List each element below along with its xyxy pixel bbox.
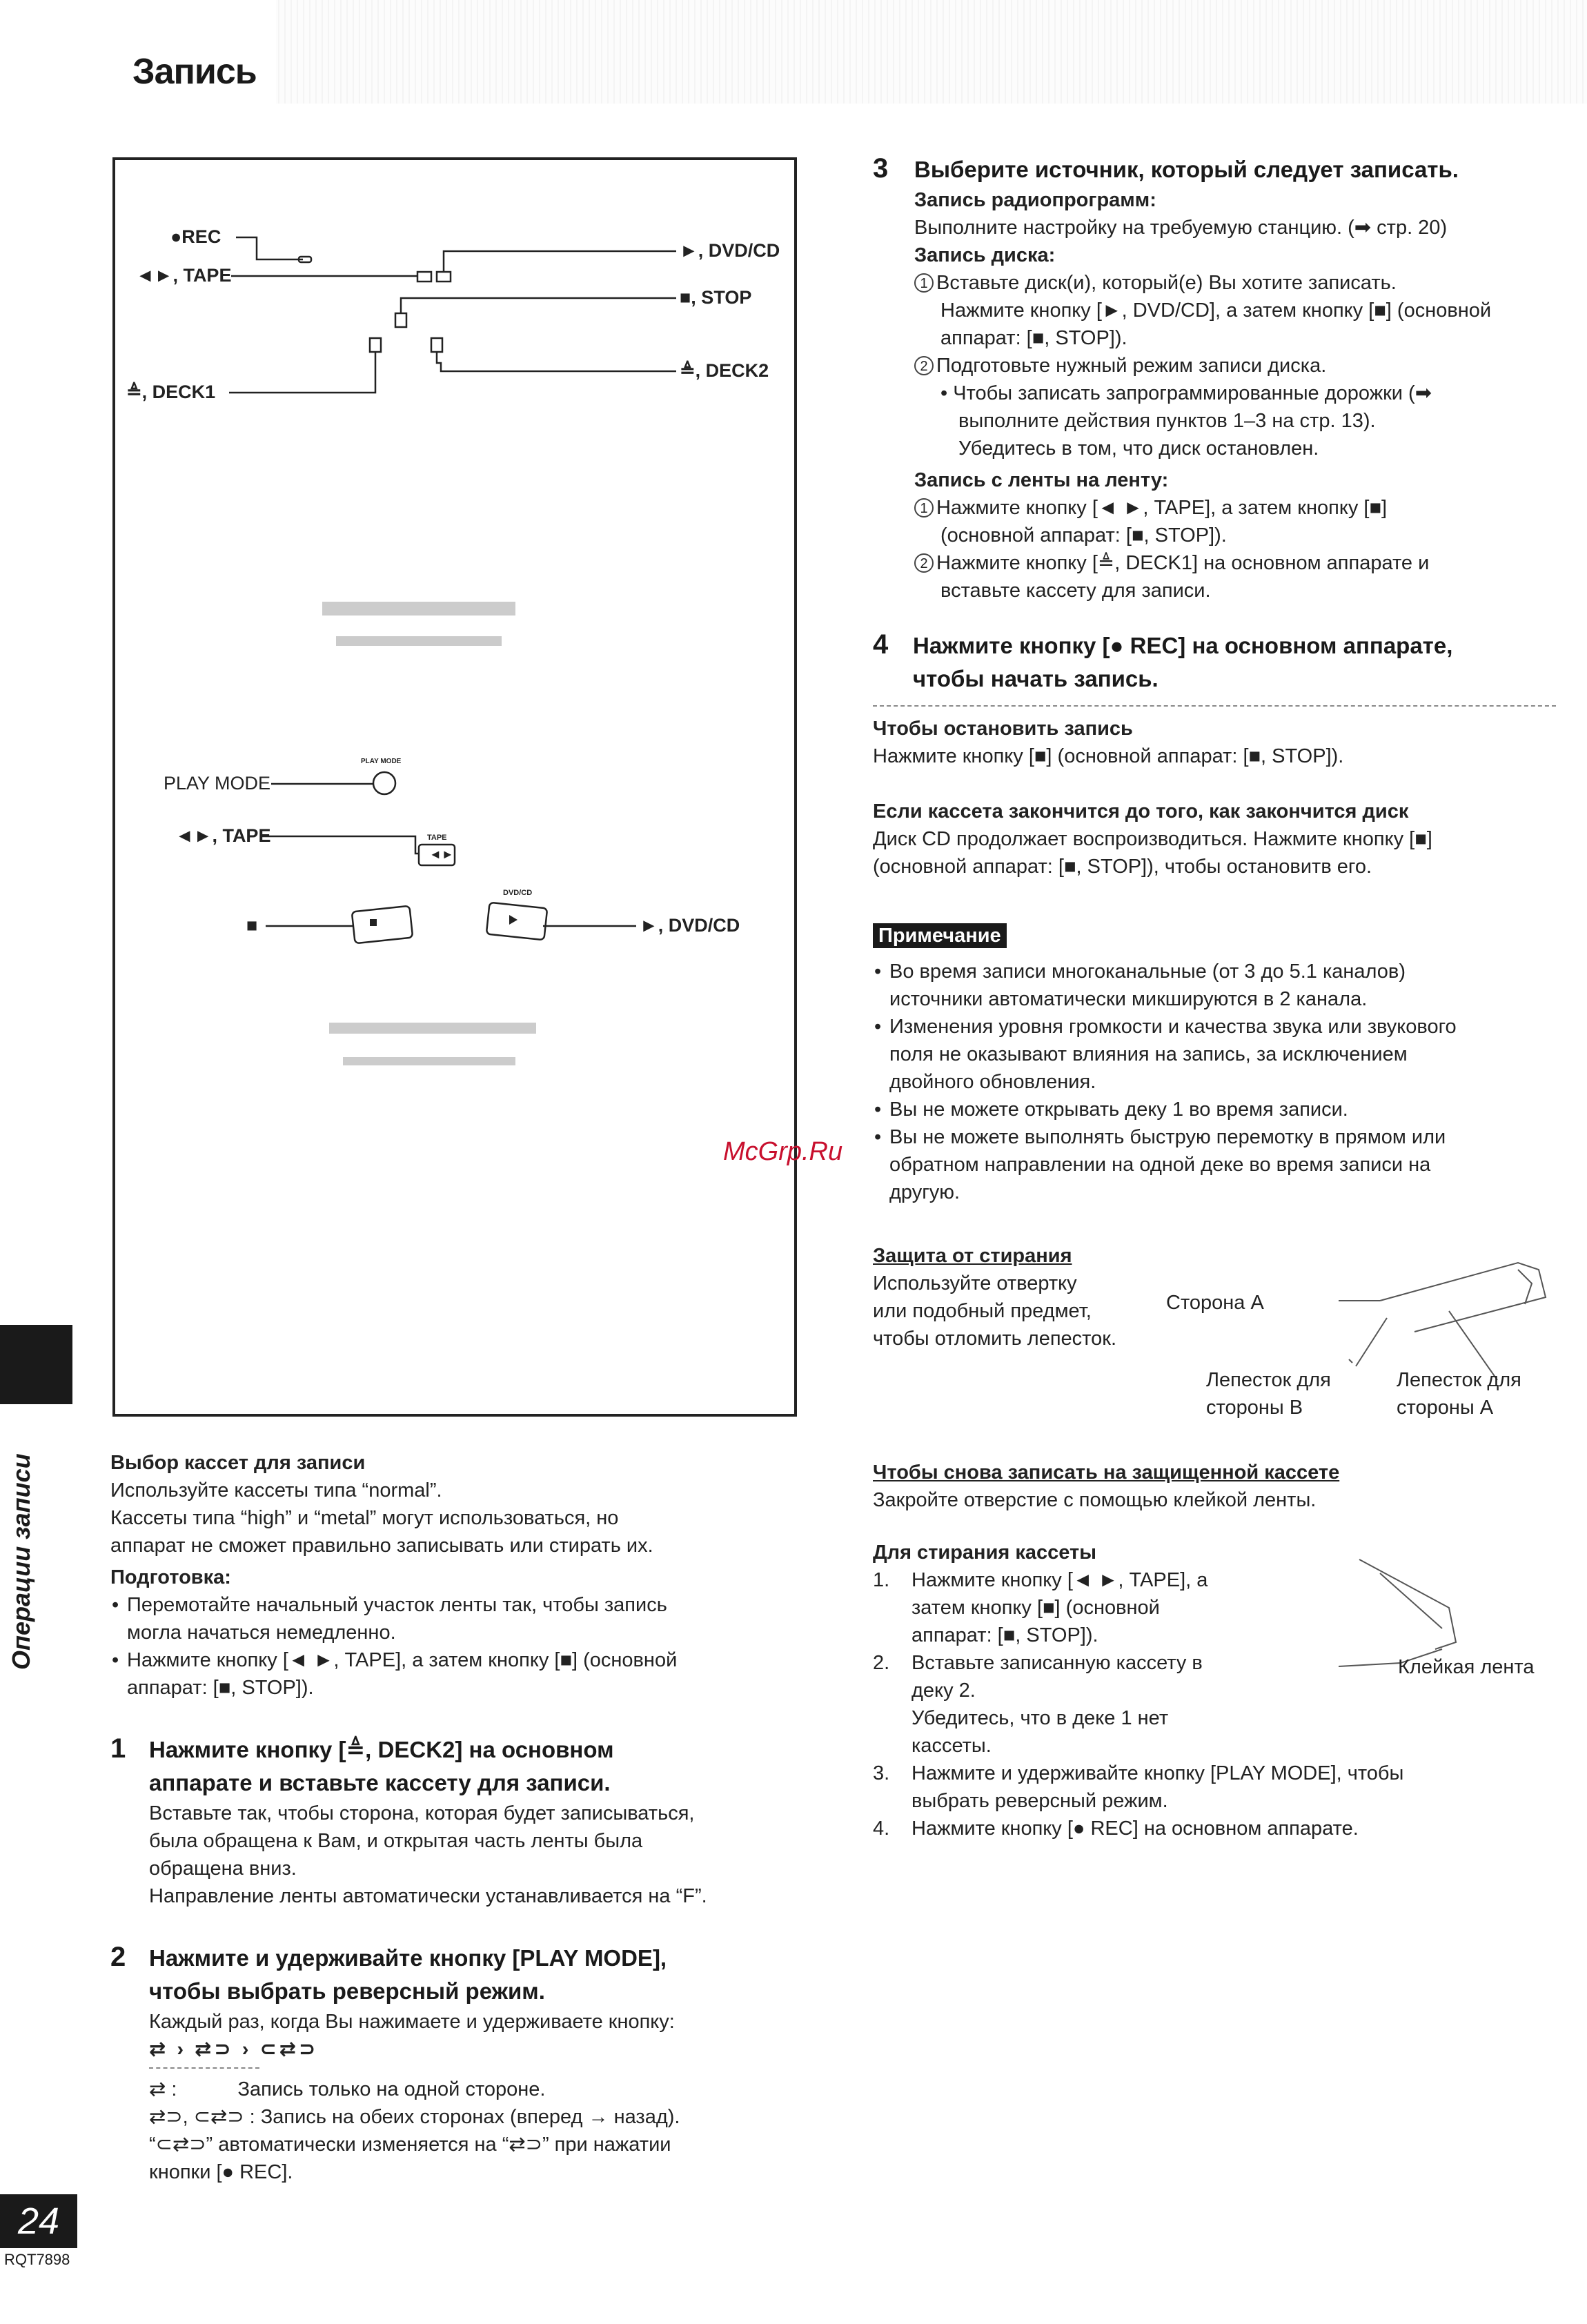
disc-line: выполните действия пунктов 1–3 на стр. 13). (958, 410, 1376, 432)
label-deck1: ≜, DECK1 (126, 382, 216, 402)
prep-item-line: • Нажмите кнопку [◄ ►, TAPE], а затем кнопку [■] (основной (127, 1649, 678, 1671)
prep-item-line: • Перемотайте начальный участок ленты так, чтобы запись (127, 1594, 667, 1616)
tape-line: (основной аппарат: [■, STOP]). (940, 524, 1227, 546)
erase-title: Для стирания кассеты (873, 1542, 1096, 1564)
step-text: обращена вниз. (149, 1858, 297, 1880)
mode-definition: кнопки [● REC]. (149, 2161, 293, 2183)
mode-definition: “⊂⇄⊃” автоматически изменяется на “⇄⊃” при нажатии (149, 2134, 671, 2156)
erase-num: 1. (873, 1569, 890, 1591)
erase-text: аппарат: [■, STOP]). (911, 1624, 1098, 1646)
tape-text: Нажмите кнопку [◄ ►, TAPE], а затем кнопку [■] (936, 497, 1388, 519)
prep-list (110, 1591, 766, 1702)
step-2 (110, 1942, 773, 2186)
erase-text: Нажмите кнопку [◄ ►, TAPE], а (911, 1569, 1208, 1591)
erase-text: Нажмите кнопку [● REC] на основном аппарате. (911, 1818, 1359, 1840)
note-line: поля не оказывают влияния на запись, за исключением (889, 1043, 1408, 1065)
erase-num: 3. (873, 1762, 890, 1784)
page-number: 24 (0, 2194, 77, 2248)
divider (873, 705, 1556, 707)
svg-text:◄►: ◄► (429, 847, 454, 861)
tab-a-label (1397, 1366, 1521, 1421)
label-dvdcd-bottom: ►, DVD/CD (640, 915, 740, 936)
cassette-line: аппарат не сможет правильно записывать или стирать их. (110, 1535, 653, 1557)
disc-text: Подготовьте нужный режим записи диска. (936, 355, 1327, 377)
page-title: Запись (132, 52, 257, 92)
note-item (873, 1013, 1556, 1096)
erase-text: Нажмите и удерживайте кнопку [PLAY MODE], чтобы (911, 1762, 1404, 1784)
tab-b-line: стороны В (1206, 1397, 1303, 1419)
note-line: обратном направлении на одной деке во время записи на (889, 1154, 1431, 1176)
mini-label-play-mode: PLAY MODE (361, 758, 402, 765)
watermark: McGrp.Ru (723, 1137, 843, 1166)
note-item (873, 1096, 1556, 1123)
erase-protection-line: Используйте отвертку (873, 1272, 1077, 1294)
note-item (873, 1123, 1556, 1206)
label-deck2: ≜, DECK2 (680, 360, 769, 381)
section-label: Операции записи (7, 1453, 35, 1670)
erase-text: затем кнопку [■] (основной (911, 1597, 1160, 1619)
tab-a-line: Лепесток для (1397, 1369, 1521, 1391)
tape-line: вставьте кассету для записи. (940, 580, 1211, 602)
disc-text: Вставьте диск(и), который(е) Вы хотите записать. (936, 272, 1397, 294)
cassette-choice (110, 1449, 766, 1702)
step-number: 3 (873, 153, 889, 184)
divider (149, 2067, 259, 2069)
note-line: • Вы не можете выполнять быструю перемотку в прямом или (889, 1126, 1446, 1148)
step-text: была обращена к Вам, и открытая часть ленты была (149, 1830, 643, 1852)
disc-title: Запись диска: (914, 244, 1056, 266)
step-number: 1 (110, 1733, 126, 1764)
prep-item (110, 1591, 766, 1646)
erase-text: кассеты. (911, 1735, 992, 1757)
rerecord (873, 1459, 1556, 1514)
tape-line (914, 494, 1556, 522)
step-title: Нажмите и удерживайте кнопку [PLAY MODE], (149, 1945, 667, 1971)
erase-protection (873, 1242, 1170, 1352)
number-circle: 1 (914, 273, 934, 293)
prep-item (110, 1646, 766, 1702)
adhesive-tape-label: Клейкая лента (1398, 1656, 1535, 1678)
mode-symbol: ⇄ : (149, 2078, 177, 2100)
step-title: чтобы выбрать реверсный режим. (149, 1978, 545, 2004)
step-text: Вставьте так, чтобы сторона, которая будет записываться, (149, 1802, 695, 1824)
label-tape-bottom: ◄►, TAPE (175, 825, 271, 846)
disc-line: аппарат: [■, STOP]). (940, 327, 1127, 349)
tab-b-line: Лепесток для (1206, 1369, 1331, 1391)
note-line: другую. (889, 1181, 960, 1203)
stop-title: Чтобы остановить запись (873, 718, 1133, 740)
tab-a-line: стороны А (1397, 1397, 1494, 1419)
erase-protection-line: чтобы отломить лепесток. (873, 1328, 1117, 1350)
note-line: источники автоматически микшируются в 2 канала. (889, 988, 1368, 1010)
tape-text: Нажмите кнопку [≜, DECK1] на основном аппарате и (936, 552, 1430, 574)
cassette-line: Кассеты типа “high” и “metal” могут использоваться, но (110, 1507, 619, 1529)
step-number: 4 (873, 629, 889, 660)
erase-text: Вставьте записанную кассету в (911, 1652, 1203, 1674)
step-4 (873, 629, 1556, 707)
erase-num: 4. (873, 1818, 890, 1840)
adhesive-tape-illustration (1339, 1553, 1477, 1670)
radio-title: Запись радиопрограмм: (914, 189, 1156, 211)
tape-end (873, 798, 1556, 880)
label-stop-bottom: ■ (246, 915, 258, 936)
erase-protection-title: Защита от стирания (873, 1245, 1072, 1267)
step-title: Нажмите кнопку [≜, DECK2] на основном (149, 1737, 614, 1762)
erase-num: 2. (873, 1652, 890, 1674)
number-circle: 1 (914, 498, 934, 518)
step-text: Каждый раз, когда Вы нажимаете и удерживаете кнопку: (149, 2011, 675, 2033)
label-play-mode: PLAY MODE (164, 773, 271, 794)
rerecord-text: Закройте отверстие с помощью клейкой ленты. (873, 1489, 1317, 1511)
tab-b-label (1206, 1366, 1331, 1421)
prep-item-line: могла начаться немедленно. (127, 1622, 396, 1644)
section-tab (0, 1325, 72, 1404)
doc-code: RQT7898 (4, 2251, 70, 2268)
tape-end-line: (основной аппарат: [■, STOP]), чтобы остановитв его. (873, 856, 1372, 878)
erase-text: деку 2. (911, 1680, 976, 1702)
step-number: 2 (110, 1942, 126, 1972)
note-item (873, 958, 1556, 1013)
prep-title: Подготовка: (110, 1566, 231, 1588)
stop-recording (873, 715, 1556, 770)
header-texture (276, 0, 1587, 104)
mode-text: Запись только на одной стороне. (237, 2078, 546, 2100)
disc-line: Убедитесь в том, что диск остановлен. (958, 437, 1319, 460)
erase-text: Убедитесь, что в деке 1 нет (911, 1707, 1169, 1729)
erase-item (873, 1815, 1556, 1842)
note-heading: Примечание (873, 923, 1007, 948)
side-a-label: Сторона А (1166, 1292, 1264, 1314)
step-title: аппарате и вставьте кассету для записи. (149, 1770, 611, 1795)
disc-line: Нажмите кнопку [►, DVD/CD], а затем кнопку [■] (основной (940, 299, 1492, 322)
tape-end-line: Диск CD продолжает воспроизводиться. Нажмите кнопку [■] (873, 828, 1432, 850)
note-list (873, 958, 1556, 1206)
label-stop: ■, STOP (680, 287, 752, 308)
note-block (873, 922, 1556, 1206)
note-line: • Во время записи многоканальные (от 3 до 5.1 каналов) (889, 961, 1406, 983)
step-title: Выберите источник, который следует записать. (914, 157, 1459, 182)
cassette-tab-illustration (1311, 1242, 1559, 1380)
tape-end-title: Если кассета закончится до того, как закончится диск (873, 800, 1409, 823)
step-1 (110, 1733, 773, 1910)
step-title: чтобы начать запись. (913, 666, 1159, 691)
step-text: Направление ленты автоматически устанавливается на “F”. (149, 1885, 707, 1907)
note-line: • Изменения уровня громкости и качества звука или звукового (889, 1016, 1457, 1038)
label-rec: ●REC (170, 226, 221, 247)
stop-text: Нажмите кнопку [■] (основной аппарат: [■, STOP]). (873, 745, 1344, 767)
cassette-line: Используйте кассеты типа “normal”. (110, 1479, 442, 1501)
mini-label-dvdcd: DVD/CD (503, 889, 533, 897)
mode-definition: ⇄⊃, ⊂⇄⊃ : Запись на обеих сторонах (вперед → назад). (149, 2106, 680, 2128)
label-tape-top: ◄►, TAPE (136, 265, 232, 286)
erase-item (873, 1760, 1556, 1787)
mode-definition (149, 2076, 773, 2103)
disc-line: • Чтобы записать запрограммированные дорожки (➡ (940, 382, 1432, 404)
disc-line (914, 269, 1556, 297)
mini-label-tape: TAPE (427, 834, 447, 842)
erase-protection-line: или подобный предмет, (873, 1300, 1092, 1322)
cassette-choice-title: Выбор кассет для записи (110, 1452, 366, 1474)
rerecord-title: Чтобы снова записать на защищенной кассете (873, 1461, 1340, 1484)
remote-diagram (112, 157, 797, 1417)
radio-text: Выполните настройку на требуемую станцию. (➡ стр. 20) (914, 217, 1448, 239)
step-title: Нажмите кнопку [● REC] на основном аппарате, (913, 633, 1453, 658)
tape-title: Запись с ленты на ленту: (914, 469, 1169, 491)
step-3 (873, 153, 1556, 604)
reverse-modes: ⇄ › ⇄⊃ › ⊂⇄⊃ (149, 2038, 319, 2060)
note-line: двойного обновления. (889, 1071, 1096, 1093)
disc-line (914, 352, 1556, 380)
number-circle: 2 (914, 553, 934, 573)
erase-text: выбрать реверсный режим. (911, 1790, 1168, 1812)
number-circle: 2 (914, 356, 934, 375)
note-line: • Вы не можете открывать деку 1 во время записи. (889, 1099, 1348, 1121)
prep-item-line: аппарат: [■, STOP]). (127, 1677, 314, 1699)
tape-line (914, 549, 1556, 577)
label-dvdcd-top: ►, DVD/CD (680, 240, 780, 261)
